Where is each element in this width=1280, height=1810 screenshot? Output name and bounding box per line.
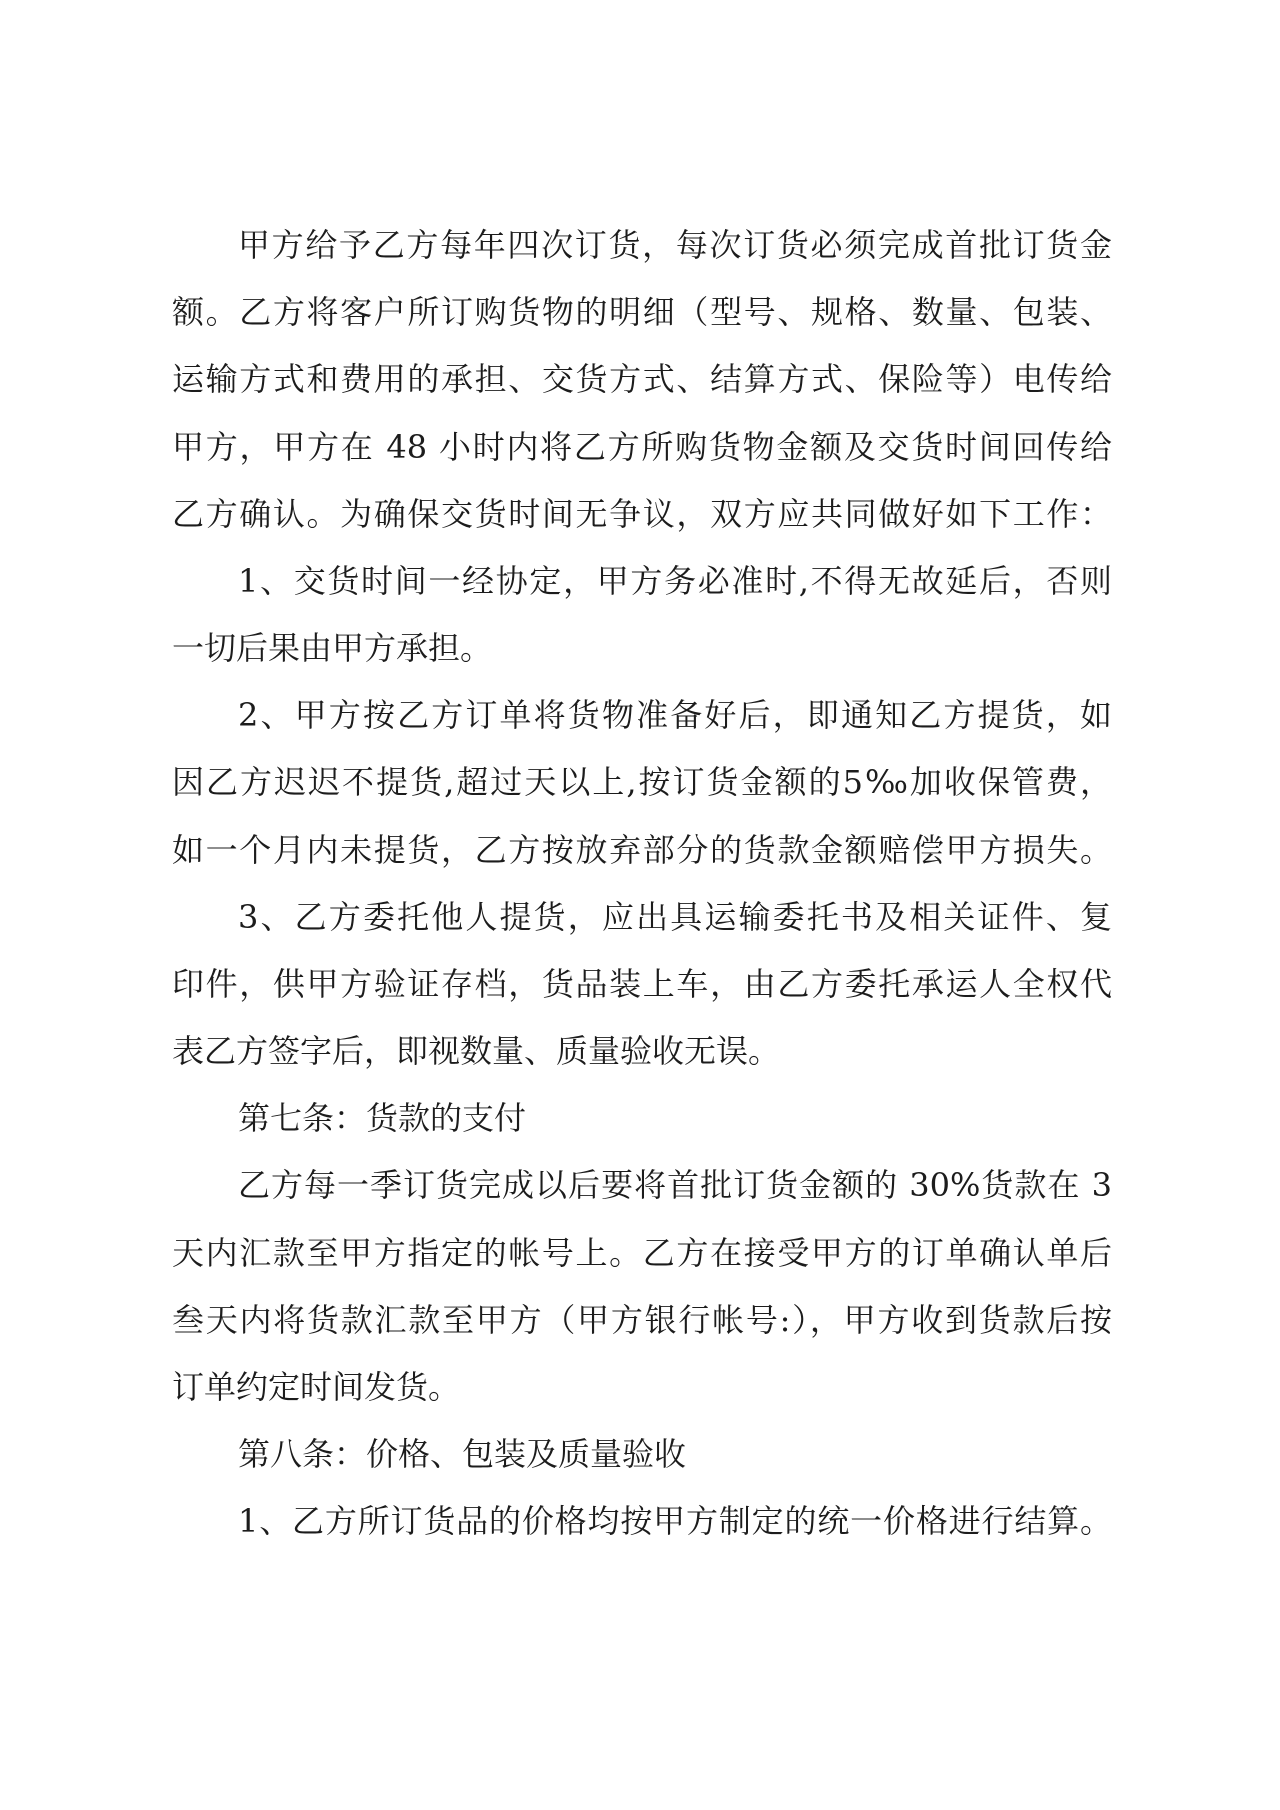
paragraph-line: 额。乙方将客户所订购货物的明细（型号、规格、数量、包装、 [172, 293, 1112, 331]
paragraph-line: 订单约定时间发货。 [172, 1368, 461, 1406]
list-item-line: 1、交货时间一经协定，甲方务必准时,不得无故延后，否则 [238, 562, 1112, 600]
list-item-line: 如一个月内未提货，乙方按放弃部分的货款金额赔偿甲方损失。 [172, 831, 1112, 869]
list-item-line: 表乙方签字后，即视数量、质量验收无误。 [172, 1032, 781, 1070]
paragraph-line: 甲方给予乙方每年四次订货，每次订货必须完成首批订货金 [238, 226, 1112, 264]
paragraph-line: 运输方式和费用的承担、交货方式、结算方式、保险等）电传给 [172, 360, 1112, 398]
section-heading: 第七条：货款的支付 [238, 1099, 527, 1137]
paragraph-line: 乙方每一季订货完成以后要将首批订货金额的 30%货款在 3 [238, 1166, 1112, 1204]
paragraph-line: 天内汇款至甲方指定的帐号上。乙方在接受甲方的订单确认单后 [172, 1234, 1112, 1272]
list-item-line: 2、甲方按乙方订单将货物准备好后，即通知乙方提货，如 [238, 696, 1112, 734]
paragraph-line: 甲方，甲方在 48 小时内将乙方所购货物金额及交货时间回传给 [172, 428, 1112, 466]
list-item-line: 3、乙方委托他人提货，应出具运输委托书及相关证件、复 [238, 898, 1112, 936]
list-item-line: 印件，供甲方验证存档，货品装上车，由乙方委托承运人全权代 [172, 965, 1112, 1003]
list-item-line: 1、乙方所订货品的价格均按甲方制定的统一价格进行结算。 [238, 1502, 1112, 1540]
section-heading: 第八条：价格、包装及质量验收 [238, 1435, 687, 1473]
list-item-line: 一切后果由甲方承担。 [172, 629, 493, 667]
list-item-line: 因乙方迟迟不提货,超过天以上,按订货金额的5‰加收保管费， [172, 763, 1112, 801]
paragraph-line: 叁天内将货款汇款至甲方（甲方银行帐号:），甲方收到货款后按 [172, 1301, 1112, 1339]
paragraph-line: 乙方确认。为确保交货时间无争议，双方应共同做好如下工作： [172, 495, 1112, 533]
